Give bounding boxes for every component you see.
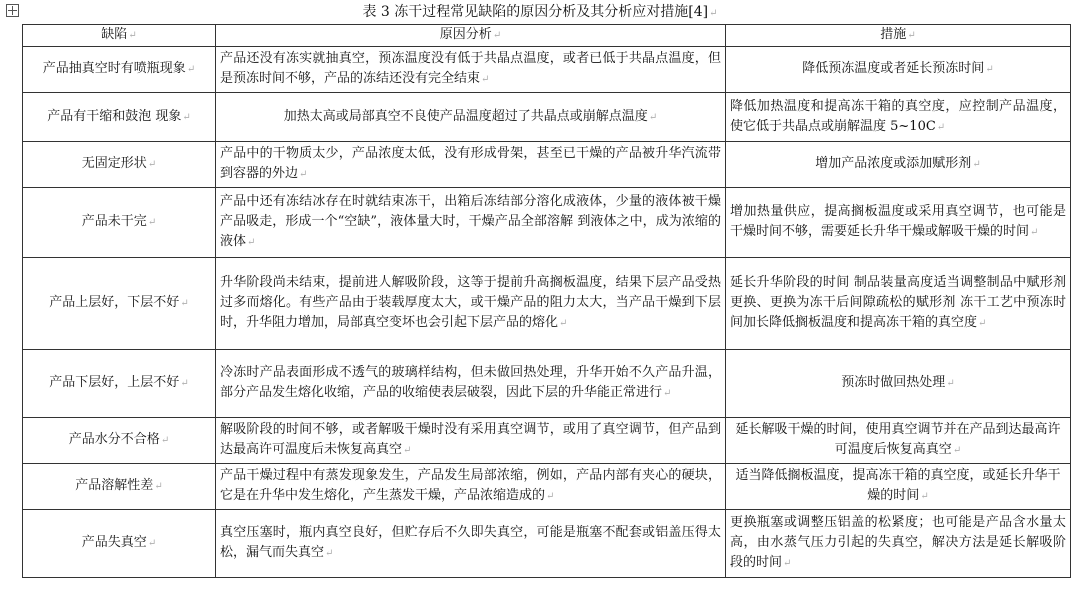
paragraph-mark-icon: ↵ xyxy=(128,30,137,41)
cause-cell: 产品中的干物质太少，产品浓度太低，没有形成骨架，甚至已干燥的产品被升华汽流带到容器的外边↵ xyxy=(216,142,726,188)
paragraph-mark-icon: ↵ xyxy=(972,159,981,170)
defect-cell: 产品上层好，下层不好↵ xyxy=(23,258,216,350)
cause-cell: 冷冻时产品表面形成不透气的玻璃样结构，但未做回热处理，升华开始不久产品升温，部分产品发生熔化收缩，产品的收缩使表层破裂，因此下层的升华能正常进行↵ xyxy=(216,350,726,418)
paragraph-mark-icon: ↵ xyxy=(180,298,189,309)
paragraph-mark-icon: ↵ xyxy=(663,388,672,399)
paragraph-mark-icon: ↵ xyxy=(160,435,170,446)
defect-cell: 产品下层好，上层不好↵ xyxy=(23,350,216,418)
defect-cell: 产品未干完↵ xyxy=(23,188,216,258)
cause-cell: 真空压塞时，瓶内真空良好，但贮存后不久即失真空，可能是瓶塞不配套或铝盖压得太松，漏气而失真空↵ xyxy=(216,510,726,578)
paragraph-mark-icon: ↵ xyxy=(492,30,502,41)
paragraph-mark-icon: ↵ xyxy=(559,318,568,329)
paragraph-mark-icon: ↵ xyxy=(299,169,308,180)
measure-cell: 适当降低搁板温度，提高冻干箱的真空度，或延长升华干燥的时间↵ xyxy=(726,464,1071,510)
paragraph-mark-icon: ↵ xyxy=(147,538,157,549)
paragraph-mark-icon: ↵ xyxy=(247,237,256,248)
cause-cell: 加热太高或局部真空不良使产品温度超过了共晶点或崩解点温度↵ xyxy=(216,93,726,142)
paragraph-mark-icon: ↵ xyxy=(481,74,490,85)
measure-cell: 增加产品浓度或添加赋形剂↵ xyxy=(726,142,1071,188)
cause-cell: 产品还没有冻实就抽真空，预冻温度没有低于共晶点温度，或者已低于共晶点温度，但是预冻时间不够，产品的冻结还没有完全结束↵ xyxy=(216,47,726,93)
cause-cell: 产品中还有冻结冰存在时就结束冻干，出箱后冻结部分溶化成液体，少量的液体被干燥产品吸走，形成一个“空缺”，液体量大时，干燥产品全部溶解 到液体之中，成为浓缩的液体↵ xyxy=(216,188,726,258)
defect-cell: 产品有干缩和鼓泡 现象↵ xyxy=(23,93,216,142)
paragraph-mark-icon: ↵ xyxy=(147,159,157,170)
measure-cell: 降低预冻温度或者延长预冻时间↵ xyxy=(726,47,1071,93)
table-header-row xyxy=(23,25,1071,47)
measure-cell: 延长升华阶段的时间 制品装量高度适当调整制品中赋形剂更换、更换为冻干后间隙疏松的赋形剂 冻干工艺中预冻时间加长降低搁板温度和提高冻干箱的真空度↵ xyxy=(726,258,1071,350)
table-row xyxy=(23,350,1071,418)
table-row xyxy=(23,188,1071,258)
defect-cell: 产品水分不合格↵ xyxy=(23,418,216,464)
measure-cell: 增加热量供应，提高搁板温度或采用真空调节，也可能是干燥时间不够，需要延长升华干燥或解吸干燥的时间↵ xyxy=(726,188,1071,258)
paragraph-mark-icon: ↵ xyxy=(978,318,987,329)
table-caption: 表 3 冻干过程常见缺陷的原因分析及其分析应对措施[4]↵ xyxy=(362,4,718,20)
paragraph-mark-icon: ↵ xyxy=(325,548,334,559)
measure-cell: 延长解吸干燥的时间，使用真空调节并在产品到达最高许可温度后恢复高真空↵ xyxy=(726,418,1071,464)
paragraph-mark-icon: ↵ xyxy=(182,111,191,123)
measure-cell: 更换瓶塞或调整压铝盖的松紧度；也可能是产品含水量太高，由水蒸气压力引起的失真空，解决方法是延长解吸阶段的时间↵ xyxy=(726,510,1071,578)
paragraph-mark-icon: ↵ xyxy=(1030,227,1039,238)
defect-cell: 产品溶解性差↵ xyxy=(23,464,216,510)
header-measure: 措施↵ xyxy=(726,25,1071,47)
table-row xyxy=(23,142,1071,188)
paragraph-mark-icon: ↵ xyxy=(154,481,163,492)
paragraph-mark-icon: ↵ xyxy=(147,217,157,228)
paragraph-mark-icon: ↵ xyxy=(186,64,196,75)
defect-cell: 产品抽真空时有喷瓶现象↵ xyxy=(23,47,216,93)
paragraph-mark-icon: ↵ xyxy=(403,445,412,456)
cause-cell: 产品干燥过程中有蒸发现象发生，产品发生局部浓缩，例如，产品内部有夹心的硬块，它是在升华中发生熔化，产生蒸发干燥，产品浓缩造成的↵ xyxy=(216,464,726,510)
table-row xyxy=(23,258,1071,350)
paragraph-mark-icon: ↵ xyxy=(952,445,962,456)
measure-cell: 降低加热温度和提高冻干箱的真空度，应控制产品温度，使它低于共晶点或崩解温度 5~10C↵ xyxy=(726,93,1071,142)
paragraph-mark-icon: ↵ xyxy=(920,491,929,502)
table-row xyxy=(23,93,1071,142)
defect-cell: 无固定形状↵ xyxy=(23,142,216,188)
defect-analysis-table xyxy=(22,24,1071,578)
paragraph-mark-icon: ↵ xyxy=(985,64,994,75)
table-row xyxy=(23,464,1071,510)
paragraph-mark-icon: ↵ xyxy=(648,111,658,123)
defect-cell: 产品失真空↵ xyxy=(23,510,216,578)
paragraph-mark-icon: ↵ xyxy=(936,121,946,133)
paragraph-mark-icon: ↵ xyxy=(907,30,916,41)
cause-cell: 升华阶段尚未结束，提前进人解吸阶段，这等于提前升高搁板温度，结果下层产品受热过多而熔化。有些产品由于装载厚度太大，或干燥产品的阻力太大，当产品干燥到下层时，升华阻力增加，局部真空变坏也会引起下层产品的熔化↵ xyxy=(216,258,726,350)
table-row xyxy=(23,418,1071,464)
cause-cell: 解吸阶段的时间不够，或者解吸干燥时没有采用真空调节，或用了真空调节，但产品到达最高许可温度后未恢复高真空↵ xyxy=(216,418,726,464)
header-defect: 缺陷↵ xyxy=(23,25,216,47)
measure-cell: 预冻时做回热处理↵ xyxy=(726,350,1071,418)
paragraph-mark-icon: ↵ xyxy=(783,558,792,569)
header-cause: 原因分析↵ xyxy=(216,25,726,47)
paragraph-mark-icon: ↵ xyxy=(180,378,189,389)
paragraph-mark-icon: ↵ xyxy=(709,8,718,19)
table-row xyxy=(23,510,1071,578)
paragraph-mark-icon: ↵ xyxy=(946,378,955,389)
table-row xyxy=(23,47,1071,93)
paragraph-mark-icon: ↵ xyxy=(546,491,555,502)
